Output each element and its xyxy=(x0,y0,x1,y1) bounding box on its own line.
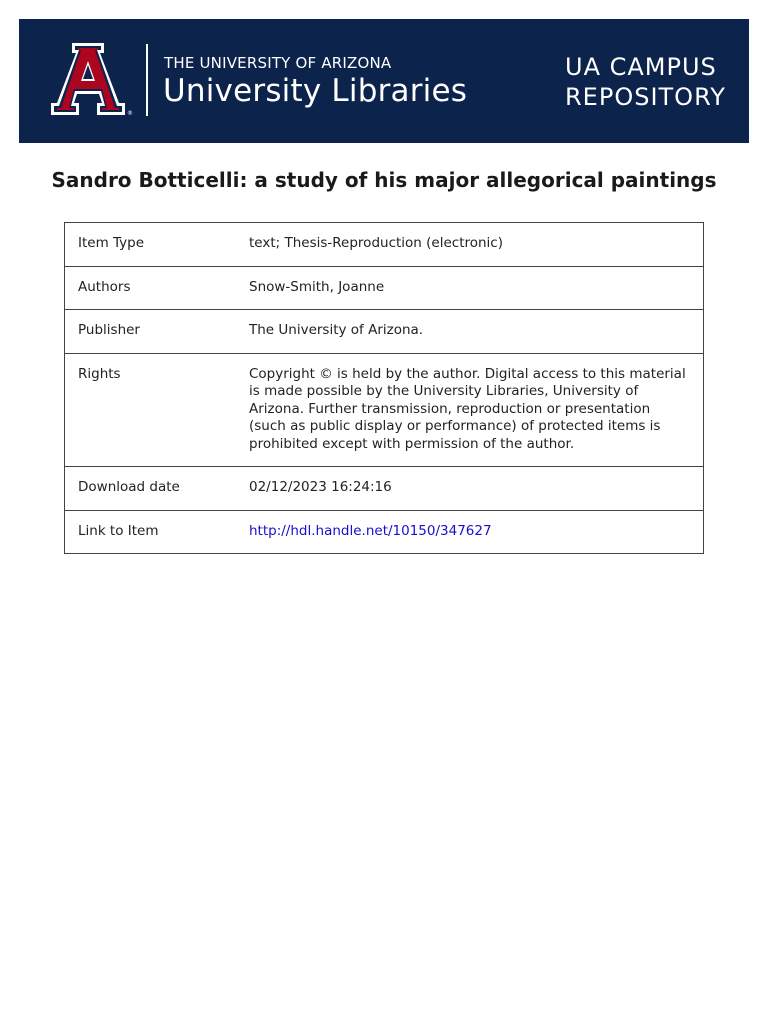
metadata-value: Copyright © is held by the author. Digital access to this material is made possible by the University Libraries, University of Arizona. Further transmission, reproduction or presentation (such as public display or performance) of protected items is prohibited except with permission of the author. xyxy=(237,353,704,467)
metadata-value: text; Thesis-Reproduction (electronic) xyxy=(237,223,704,267)
metadata-value: Snow-Smith, Joanne xyxy=(237,266,704,310)
svg-text:®: ® xyxy=(127,110,133,117)
table-row xyxy=(65,310,704,354)
metadata-value: 02/12/2023 16:24:16 xyxy=(237,467,704,511)
university-of-arizona-logo-icon xyxy=(45,43,131,117)
item-link[interactable]: http://hdl.handle.net/10150/347627 xyxy=(249,522,492,539)
table-row xyxy=(65,266,704,310)
metadata-label: Authors xyxy=(65,266,238,310)
metadata-value-link xyxy=(237,510,704,554)
metadata-label: Item Type xyxy=(65,223,238,267)
libraries-name: University Libraries xyxy=(163,73,468,109)
table-row xyxy=(65,467,704,511)
university-name: THE UNIVERSITY OF ARIZONA xyxy=(164,54,392,72)
metadata-label: Rights xyxy=(65,353,238,467)
table-row xyxy=(65,353,704,467)
banner-divider xyxy=(146,44,148,116)
metadata-value: The University of Arizona. xyxy=(237,310,704,354)
document-title: Sandro Botticelli: a study of his major allegorical paintings xyxy=(51,168,717,192)
metadata-table xyxy=(64,222,704,554)
metadata-label: Download date xyxy=(65,467,238,511)
metadata-label: Link to Item xyxy=(65,510,238,554)
table-row xyxy=(65,510,704,554)
table-row xyxy=(65,223,704,267)
metadata-label: Publisher xyxy=(65,310,238,354)
header-banner xyxy=(19,19,749,143)
repository-title-line1: UA CAMPUS xyxy=(565,53,717,81)
repository-title xyxy=(565,52,726,112)
repository-title-line2: REPOSITORY xyxy=(565,83,726,111)
